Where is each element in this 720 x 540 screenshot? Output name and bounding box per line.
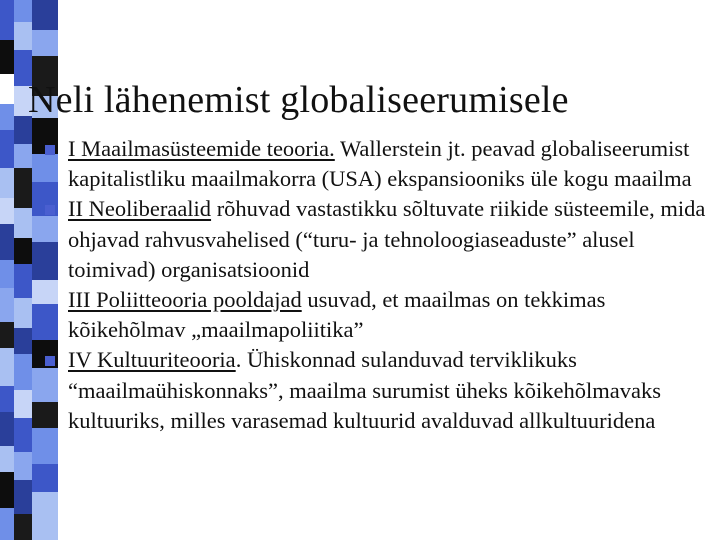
stripe-block — [0, 412, 14, 446]
stripe-block — [0, 0, 14, 40]
stripe-block — [0, 40, 14, 74]
list-item — [42, 194, 718, 285]
stripe-block — [0, 224, 14, 260]
square-bullet-icon — [45, 356, 55, 366]
stripe-block — [14, 514, 32, 540]
item-label: III Poliitteooria pooldajad — [68, 287, 302, 313]
stripe-block — [14, 168, 32, 208]
item-text: usuvad, et maailmas on tekkimas kõikehõlmav „maailmapoliitika” — [68, 287, 606, 343]
stripe-block — [0, 168, 14, 198]
item-label: II Neoliberaalid — [68, 196, 212, 222]
item-text: . Ühiskonnad sulanduvad terviklikuks “maailmaühiskonnaks”, maailma surumist üheks kõikehõlmavaks kultuuriks, milles varasemad kultuurid avalduvad allkultuuridena — [68, 347, 661, 433]
stripe-block — [32, 492, 58, 540]
square-bullet-icon — [45, 145, 55, 155]
stripe-block — [14, 264, 32, 298]
stripe-block — [14, 0, 32, 22]
item-label: I Maailmasüsteemide teooria. — [68, 136, 335, 161]
item-label: IV Kultuuriteooria — [68, 347, 236, 373]
stripe-block — [32, 0, 58, 30]
stripe-block — [0, 472, 14, 508]
stripe-block — [14, 418, 32, 452]
square-bullet-icon — [45, 205, 55, 215]
stripe-block — [14, 208, 32, 238]
stripe-block — [14, 480, 32, 514]
stripe-block — [0, 386, 14, 412]
stripe-block — [14, 22, 32, 50]
stripe-block — [0, 508, 14, 540]
stripe-block — [0, 288, 14, 322]
stripe-block — [14, 238, 32, 264]
stripe-block — [0, 198, 14, 224]
stripe-block — [0, 74, 14, 104]
stripe-block — [0, 348, 14, 386]
stripe-block — [14, 144, 32, 168]
list-item — [42, 345, 718, 436]
stripe-block — [14, 328, 32, 354]
list-item — [42, 134, 718, 194]
stripe-block — [0, 260, 14, 288]
stripe-block — [0, 130, 14, 168]
bullet-list — [42, 134, 718, 436]
stripe-block — [32, 464, 58, 492]
list-item — [42, 285, 718, 345]
stripe-block — [0, 446, 14, 472]
stripe-block — [32, 30, 58, 56]
item-text: rõhuvad vastastikku sõltuvate riikide süsteemile, mida ohjavad rahvusvahelised (“turu- ja tehnoloogiaseaduste” alusel toimivad) organisatsioonid — [68, 196, 706, 282]
stripe-block — [0, 104, 14, 130]
stripe-block — [14, 298, 32, 328]
item-text: Wallerstein jt. peavad globaliseerumist kapitalistliku maailmakorra (USA) ekspansiooniks üle kogu maailma — [68, 136, 692, 192]
stripe-block — [14, 452, 32, 480]
slide-title: Neli lähenemist globaliseerumisele — [28, 79, 569, 121]
stripe-block — [0, 322, 14, 348]
stripe-block — [14, 354, 32, 390]
stripe-block — [14, 390, 32, 418]
